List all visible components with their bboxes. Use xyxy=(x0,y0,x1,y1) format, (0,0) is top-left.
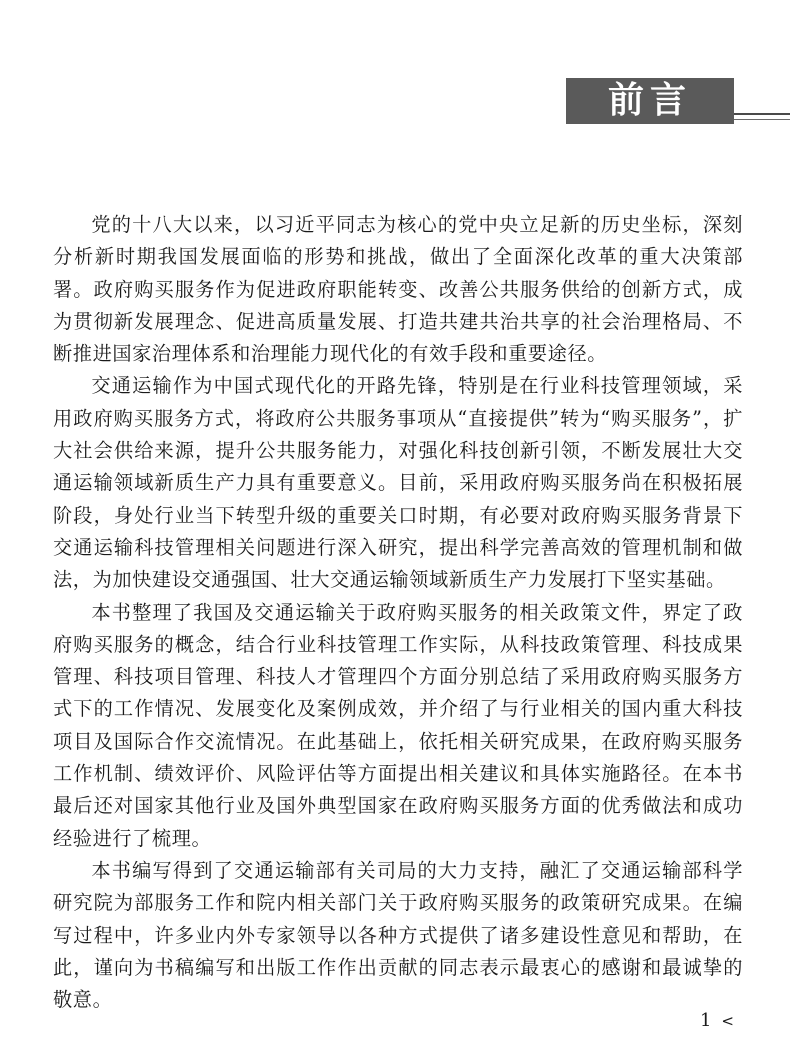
header-rule-thin xyxy=(734,119,790,120)
page-number: 1 xyxy=(699,1010,712,1031)
chapter-title-banner xyxy=(566,78,734,124)
page-footer xyxy=(700,1010,734,1031)
paragraph-4: 本书编写得到了交通运输部有关司局的大力支持，融汇了交通运输部科学研究院为部服务工作和院内相关部门关于政府购买服务的政策研究成果。在编写过程中，许多业内外专家领导以各种方式提供了诸多建设性意见和帮助，在此，谨向为书稿编写和出版工作作出贡献的同志表示最衷心的感谢和最诚挚的敬意。 xyxy=(53,858,743,1012)
preface-body xyxy=(53,209,743,1016)
page-marker-icon: < xyxy=(721,1011,734,1030)
chapter-title: 前言 xyxy=(607,80,692,121)
paragraph-3: 本书整理了我国及交通运输关于政府购买服务的相关政策文件，界定了政府购买服务的概念，结合行业科技管理工作实际，从科技政策管理、科技成果管理、科技项目管理、科技人才管理四个方面分别总结了采用政府购买服务方式下的工作情况、发展变化及案例成效，并介绍了与行业相关的国内重大科技项目及国际合作交流情况。在此基础上，依托相关研究成果，在政府购买服务工作机制、绩效评价、风险评估等方面提出相关建议和具体实施路径。在本书最后还对国家其他行业及国外典型国家在政府购买服务方面的优秀做法和成功经验进行了梳理。 xyxy=(53,600,743,850)
paragraph-2: 交通运输作为中国式现代化的开路先锋，特别是在行业科技管理领域，采用政府购买服务方式，将政府公共服务事项从“直接提供”转为“购买服务”，扩大社会供给来源，提升公共服务能力，对强化科技创新引领，不断发展壮大交通运输领域新质生产力具有重要意义。目前，采用政府购买服务尚在积极拓展阶段，身处行业当下转型升级的重要关口时期，有必要对政府购买服务背景下交通运输科技管理相关问题进行深入研究，提出科学完善高效的管理机制和做法，为加快建设交通强国、壮大交通运输领域新质生产力发展打下坚实基础。 xyxy=(53,374,743,592)
header-rule xyxy=(734,113,790,115)
paragraph-1: 党的十八大以来，以习近平同志为核心的党中央立足新的历史坐标，深刻分析新时期我国发展面临的形势和挑战，做出了全面深化改革的重大决策部署。政府购买服务作为促进政府职能转变、改善公共服务供给的创新方式，成为贯彻新发展理念、促进高质量发展、打造共建共治共享的社会治理格局、不断推进国家治理体系和治理能力现代化的有效手段和重要途径。 xyxy=(53,213,743,366)
